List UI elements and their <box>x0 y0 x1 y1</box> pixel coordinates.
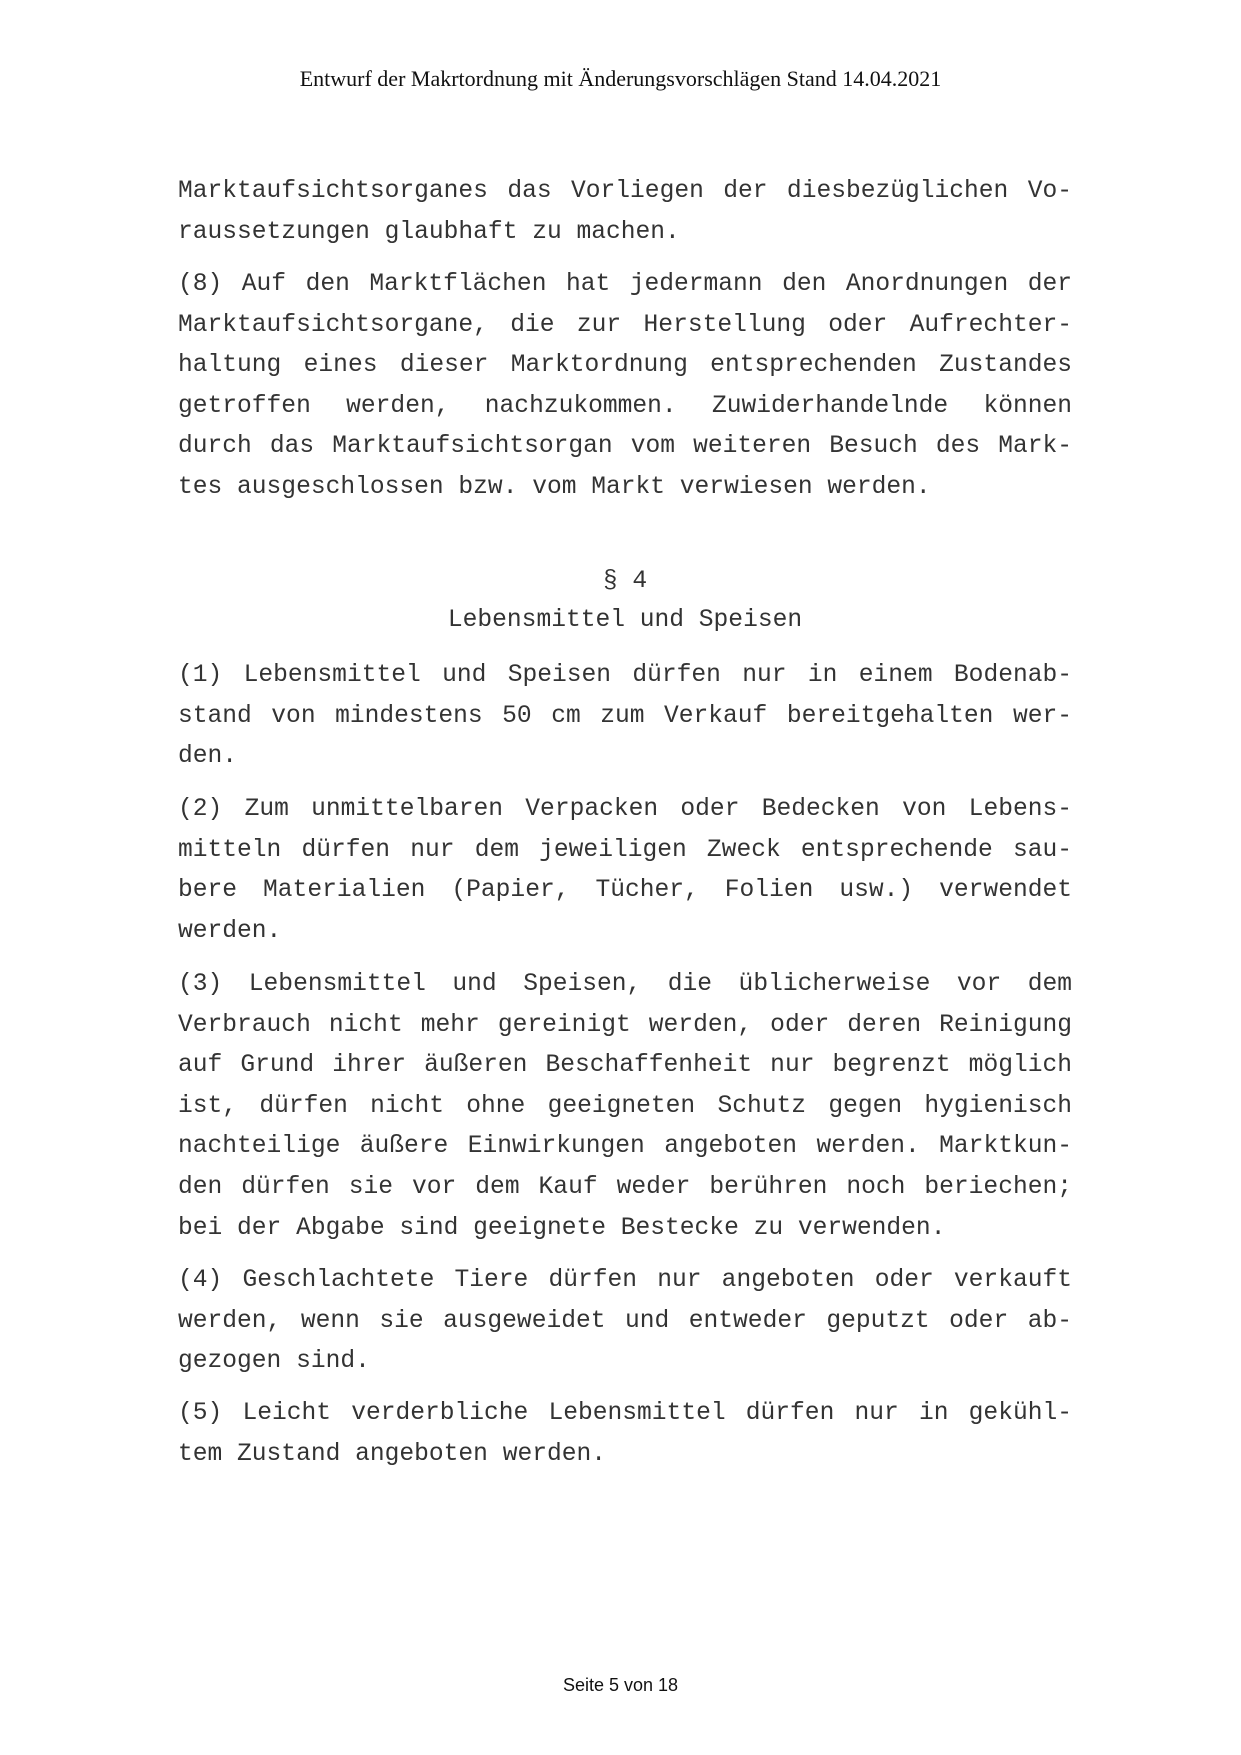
paragraph-s4-2 <box>178 790 1072 952</box>
text-line: Verbrauch nicht mehr gereinigt werden, oder deren Reinigung <box>178 1011 1072 1039</box>
text-line: auf Grund ihrer äußeren Beschaffenheit nur begrenzt möglich <box>178 1052 1072 1080</box>
text-line: gezogen sind. <box>178 1348 370 1376</box>
page-header: Entwurf der Makrtordnung mit Änderungsvorschlägen Stand 14.04.2021 <box>299 66 942 91</box>
text-line: (5) Leicht verderbliche Lebensmittel dürfen nur in gekühl- <box>178 1400 1072 1427</box>
text-line: haltung eines dieser Marktordnung entsprechenden Zustandes <box>178 352 1072 380</box>
text-line: (1) Lebensmittel und Speisen dürfen nur in einem Bodenab- <box>178 662 1072 689</box>
text-line: tem Zustand angeboten werden. <box>178 1440 607 1468</box>
text-line: stand von mindestens 50 cm zum Verkauf bereitgehalten wer- <box>178 702 1072 730</box>
section-title: Lebensmittel und Speisen <box>447 607 803 634</box>
text-line: (8) Auf den Marktflächen hat jedermann den Anordnungen der <box>178 271 1072 298</box>
paragraph-s4-1 <box>178 656 1072 778</box>
text-line: (2) Zum unmittelbaren Verpacken oder Bedecken von Lebens- <box>178 796 1072 823</box>
text-line: (3) Lebensmittel und Speisen, die üblicherweise vor dem <box>178 971 1072 998</box>
paragraph-s4-4 <box>178 1261 1072 1383</box>
text-line: werden. <box>178 917 282 945</box>
paragraph-continuation <box>178 172 1072 253</box>
text-line: getroffen werden, nachzukommen. Zuwiderhandelnde können <box>178 392 1072 420</box>
text-line: Marktaufsichtsorgane, die zur Herstellung oder Aufrechter- <box>178 311 1072 339</box>
page-footer: Seite 5 von 18 <box>562 1675 679 1695</box>
text-line: ist, dürfen nicht ohne geeigneten Schutz gegen hygienisch <box>178 1092 1072 1120</box>
text-line: bei der Abgabe sind geeignete Bestecke zu verwenden. <box>178 1214 946 1242</box>
text-line: nachteilige äußere Einwirkungen angeboten werden. Marktkun- <box>178 1133 1072 1161</box>
paragraph-s4-5 <box>178 1394 1072 1475</box>
text-line: Marktaufsichtsorganes das Vorliegen der diesbezüglichen Vo- <box>178 178 1072 205</box>
section-number: § 4 <box>602 568 648 595</box>
text-line: durch das Marktaufsichtsorgan vom weiteren Besuch des Mark- <box>178 433 1072 461</box>
paragraph-s4-3 <box>178 965 1072 1249</box>
paragraph-8 <box>178 265 1072 509</box>
text-line: bere Materialien (Papier, Tücher, Folien usw.) verwendet <box>178 877 1072 905</box>
text-line: den. <box>178 743 238 771</box>
text-line: tes ausgeschlossen bzw. vom Markt verwiesen werden. <box>178 473 931 501</box>
text-line: (4) Geschlachtete Tiere dürfen nur angeboten oder verkauft <box>178 1267 1072 1294</box>
text-line: mitteln dürfen nur dem jeweiligen Zweck entsprechende sau- <box>178 836 1072 864</box>
text-line: den dürfen sie vor dem Kauf weder berühren noch beriechen; <box>178 1173 1072 1201</box>
text-line: werden, wenn sie ausgeweidet und entweder geputzt oder ab- <box>178 1307 1072 1335</box>
text-line: raussetzungen glaubhaft zu machen. <box>178 218 680 246</box>
